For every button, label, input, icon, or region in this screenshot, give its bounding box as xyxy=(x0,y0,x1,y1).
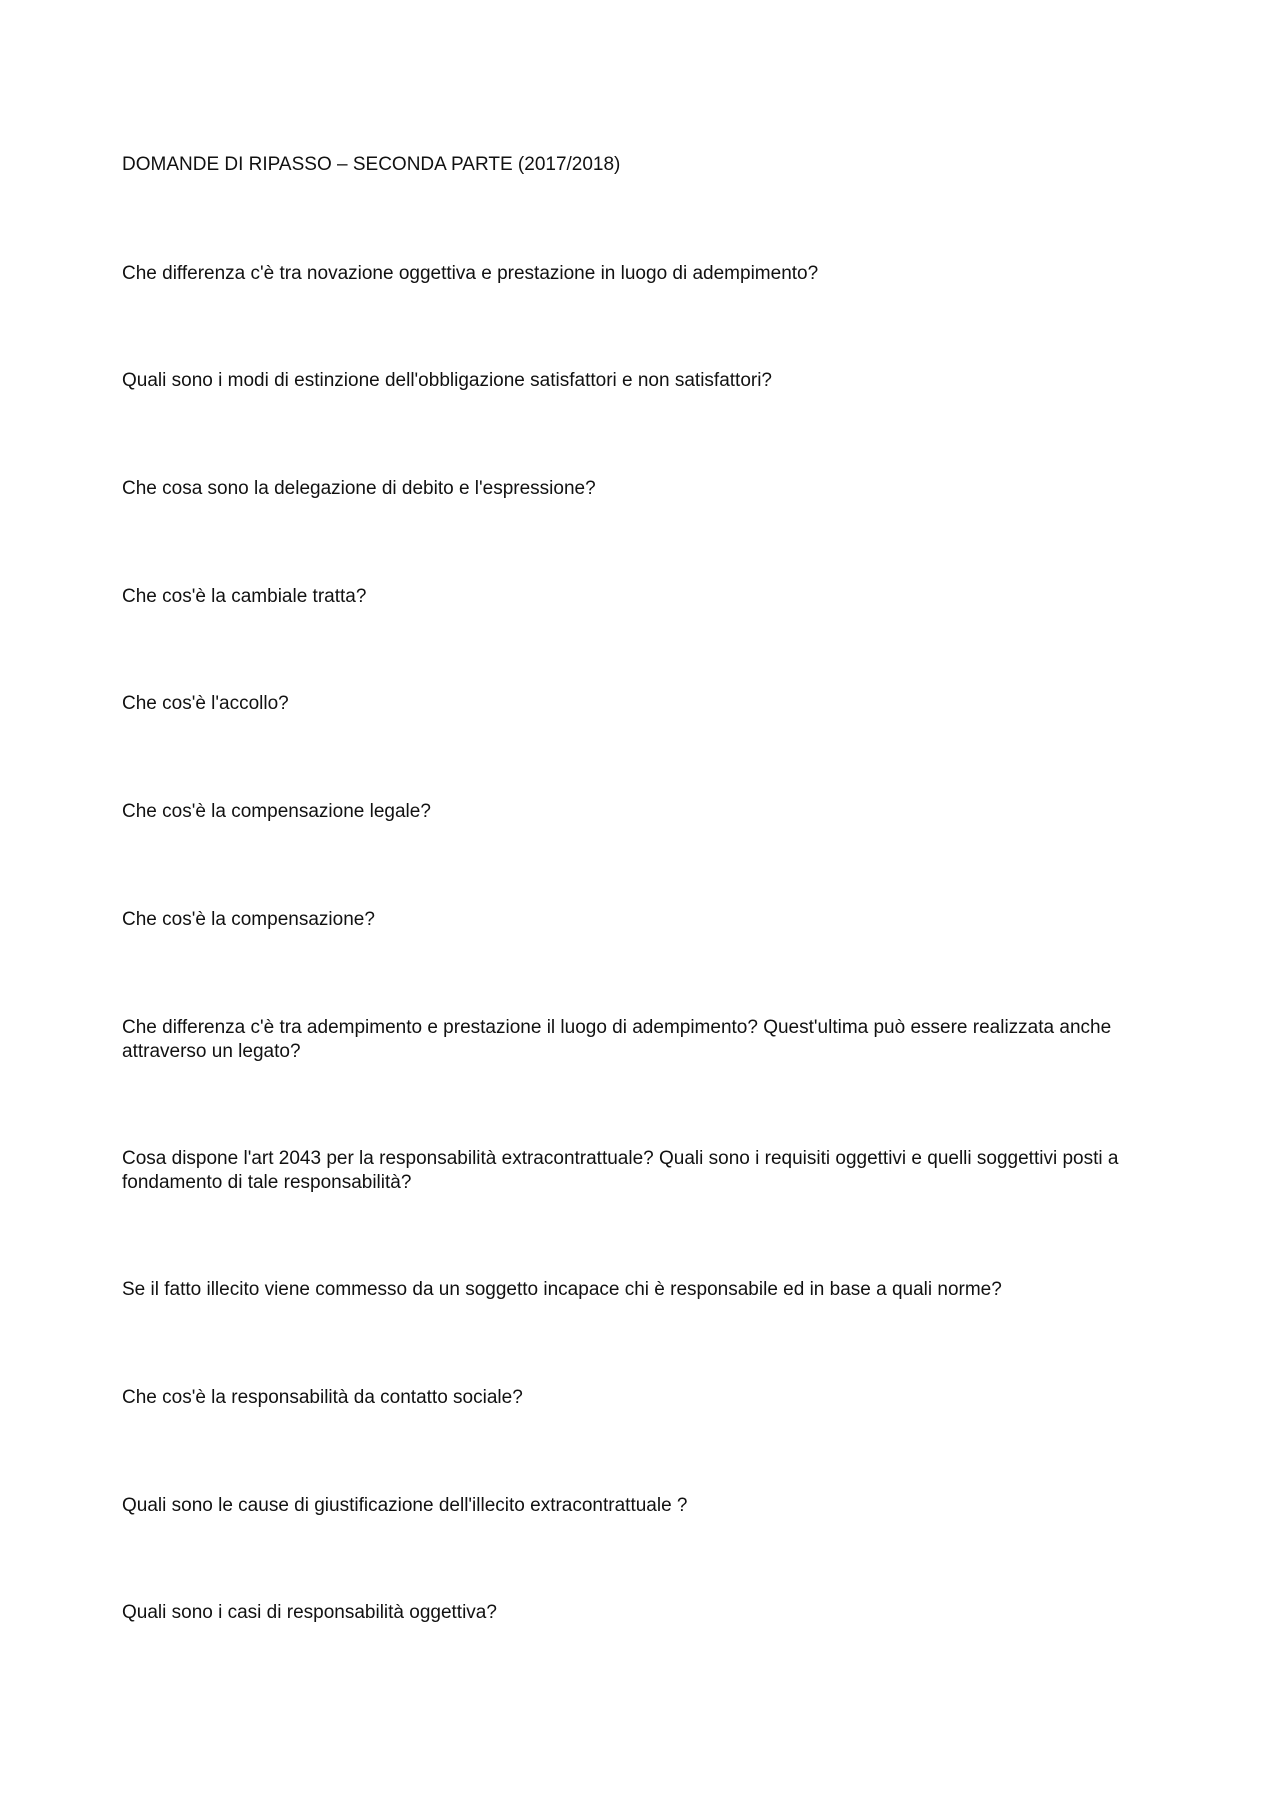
question-11: Che cos'è la responsabilità da contatto sociale? xyxy=(122,1387,523,1408)
question-1: Che differenza c'è tra novazione oggettiva e prestazione in luogo di adempimento? xyxy=(122,263,819,284)
question-10: Se il fatto illecito viene commesso da un soggetto incapace chi è responsabile ed in base a quali norme? xyxy=(122,1279,1002,1300)
question-6: Che cos'è la compensazione legale? xyxy=(122,801,431,822)
question-3: Che cosa sono la delegazione di debito e l'espressione? xyxy=(122,478,596,499)
question-8: Che differenza c'è tra adempimento e prestazione il luogo di adempimento? Quest'ultima può essere realizzata anche attraverso un legato? xyxy=(122,1017,1112,1062)
question-2: Quali sono i modi di estinzione dell'obbligazione satisfattori e non satisfattori? xyxy=(122,370,772,391)
question-13: Quali sono i casi di responsabilità oggettiva? xyxy=(122,1602,497,1623)
page-title: DOMANDE DI RIPASSO – SECONDA PARTE (2017/2018) xyxy=(122,154,621,175)
question-12: Quali sono le cause di giustificazione dell'illecito extracontrattuale ? xyxy=(122,1495,688,1516)
question-5: Che cos'è l'accollo? xyxy=(122,693,289,714)
question-4: Che cos'è la cambiale tratta? xyxy=(122,586,367,607)
question-7: Che cos'è la compensazione? xyxy=(122,909,375,930)
question-9: Cosa dispone l'art 2043 per la responsabilità extracontrattuale? Quali sono i requisiti oggettivi e quelli soggettivi posti a fondamento di tale responsabilità? xyxy=(122,1148,1119,1193)
